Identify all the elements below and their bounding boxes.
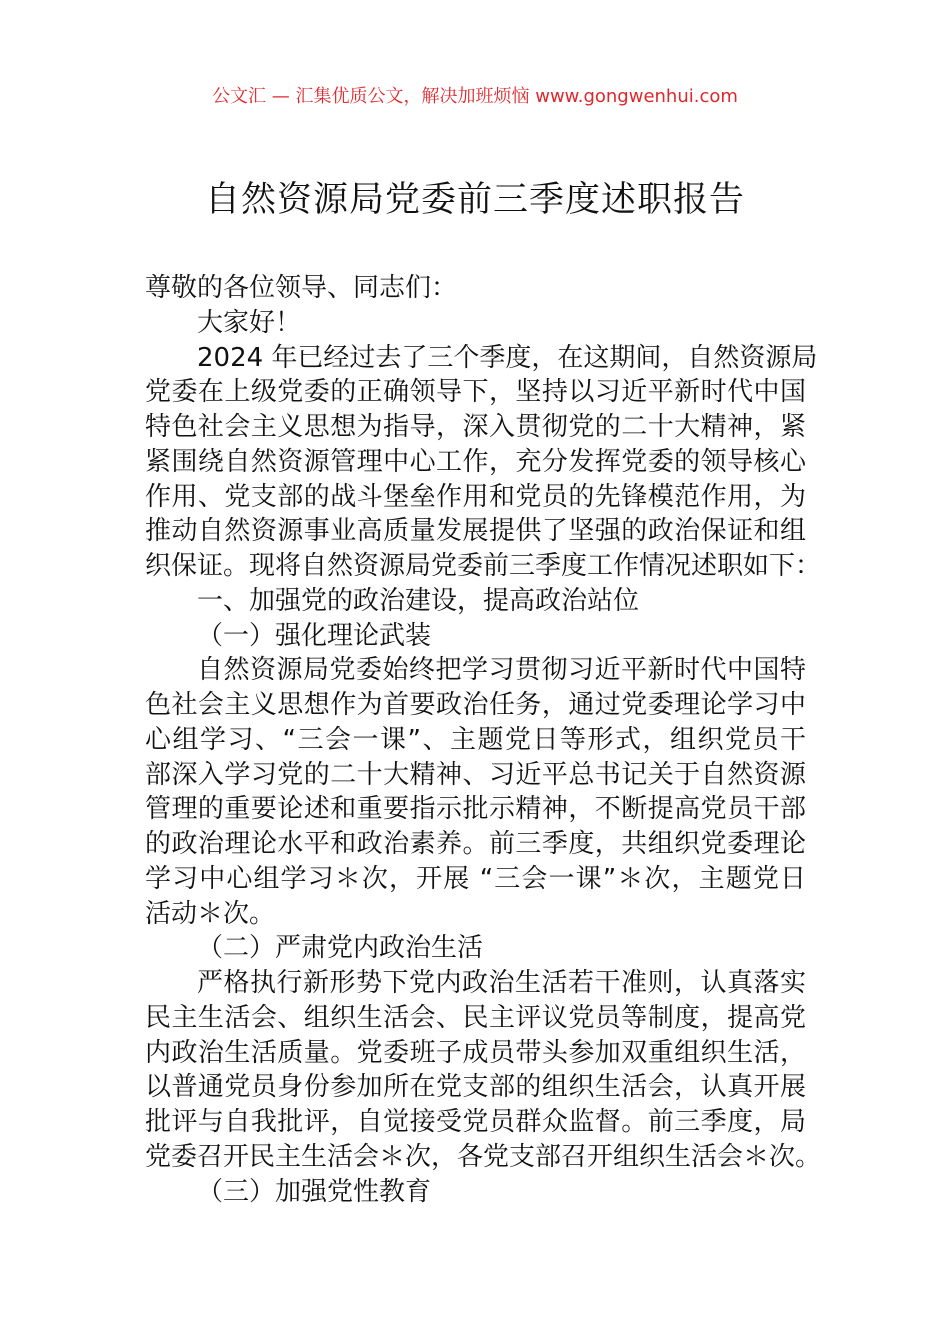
- paragraph-line: 部深入学习党的二十大精神、习近平总书记关于自然资源: [145, 759, 806, 790]
- paragraph-line: 批评与自我批评，自觉接受党员群众监督。前三季度，局: [145, 1107, 806, 1137]
- paragraph-line: 严格执行新形势下党内政治生活若干准则，认真落实: [197, 968, 806, 998]
- paragraph-line: 2024 年已经过去了三个季度，在这期间，自然资源局: [197, 342, 818, 373]
- paragraph-line: 织保证。现将自然资源局党委前三季度工作情况述职如下：: [145, 551, 822, 581]
- paragraph-line: 学习中心组学习＊次，开展 “三会一课”＊次，主题党日: [145, 863, 806, 894]
- paragraph-line: 民主生活会、组织生活会、民主评议党员等制度，提高党: [145, 1002, 806, 1033]
- paragraph-line: 以普通党员身份参加所在党支部的组织生活会，认真开展: [145, 1072, 806, 1103]
- section-heading: 一、加强党的政治建设，提高政治站位: [197, 585, 640, 616]
- paragraph-line: 作用、党支部的战斗堡垒作用和党员的先锋模范作用，为: [145, 481, 806, 512]
- paragraph-line: 紧围绕自然资源管理中心工作，充分发挥党委的领导核心: [145, 446, 806, 477]
- paragraph-line: 心组学习、“三会一课”、主题党日等形式，组织党员干: [145, 724, 806, 755]
- paragraph-line: 活动＊次。: [145, 898, 276, 929]
- paragraph-line: 党委召开民主生活会＊次，各党支部召开组织生活会＊次。: [145, 1141, 822, 1172]
- subsection-heading: （二）严肃党内政治生活: [197, 933, 484, 964]
- paragraph-line: 管理的重要论述和重要指示批示精神，不断提高党员干部: [145, 794, 806, 825]
- paragraph-line: 的政治理论水平和政治素养。前三季度，共组织党委理论: [145, 829, 806, 859]
- document-title: 自然资源局党委前三季度述职报告: [204, 180, 745, 220]
- subsection-heading: （一）强化理论武装: [197, 620, 432, 651]
- paragraph-line: 党委在上级党委的正确领导下，坚持以习近平新时代中国: [145, 377, 806, 408]
- paragraph-line: 色社会主义思想作为首要政治任务，通过党委理论学习中: [145, 690, 806, 720]
- paragraph-line: 特色社会主义思想为指导，深入贯彻党的二十大精神，紧: [145, 412, 806, 442]
- paragraph-line: 推动自然资源事业高质量发展提供了坚强的政治保证和组: [145, 516, 806, 547]
- greeting: 大家好！: [197, 307, 302, 338]
- watermark-header: 公文汇 — 汇集优质公文，解决加班烦恼 www.gongwenhui.com: [212, 86, 738, 107]
- document-body: [145, 271, 822, 1209]
- salutation: 尊敬的各位领导、同志们：: [145, 273, 458, 303]
- paragraph-line: 内政治生活质量。党委班子成员带头参加双重组织生活，: [145, 1037, 806, 1068]
- subsection-heading: （三）加强党性教育: [197, 1176, 432, 1207]
- paragraph-line: 自然资源局党委始终把学习贯彻习近平新时代中国特: [197, 655, 806, 686]
